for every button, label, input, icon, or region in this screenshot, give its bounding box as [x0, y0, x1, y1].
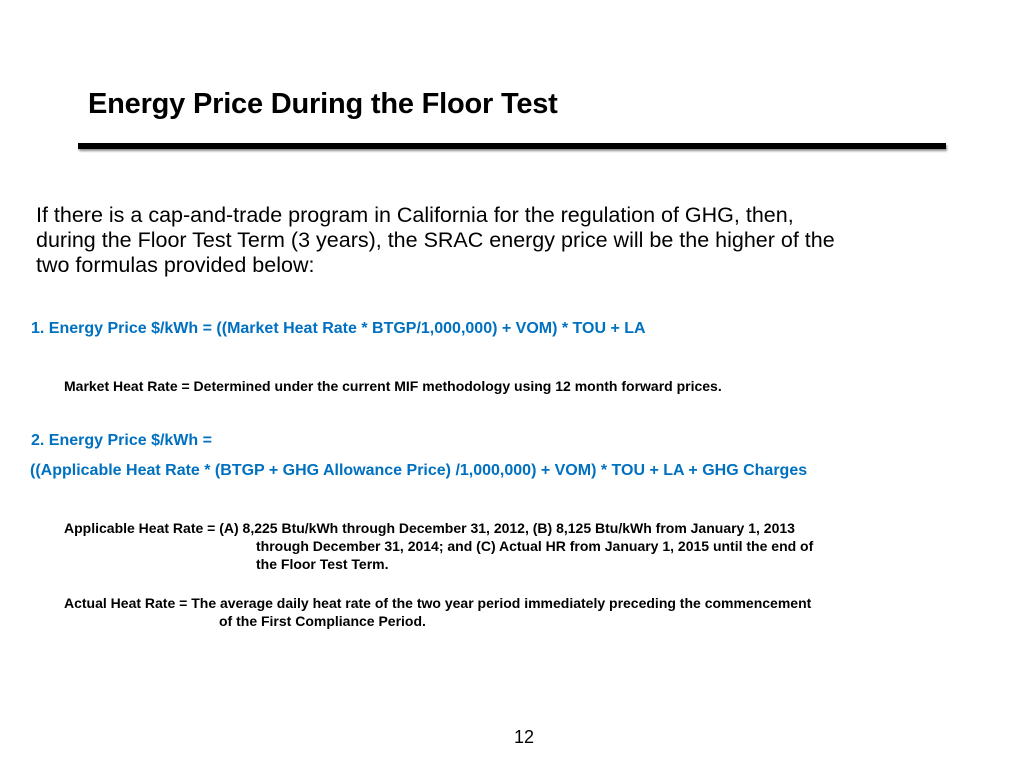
actual-heat-rate-line-2: of the First Compliance Period.	[219, 613, 426, 629]
actual-heat-rate-note	[64, 594, 811, 630]
page-number: 12	[514, 727, 535, 747]
formula-2-label: 2. Energy Price $/kWh =	[31, 432, 212, 449]
intro-line-1: If there is a cap-and-trade program in California for the regulation of GHG, then,	[36, 203, 794, 227]
slide-title: Energy Price During the Floor Test	[88, 88, 558, 120]
applicable-heat-rate-line-2: through December 31, 2014; and (C) Actual HR from January 1, 2015 until the end of	[256, 538, 814, 554]
intro-line-3: two formulas provided below:	[36, 253, 315, 277]
applicable-heat-rate-note	[64, 519, 813, 573]
applicable-heat-rate-line-1: Applicable Heat Rate = (A) 8,225 Btu/kWh through December 31, 2012, (B) 8,125 Btu/kWh from January 1, 2013	[64, 520, 795, 536]
applicable-heat-rate-line-3: the Floor Test Term.	[256, 556, 389, 572]
actual-heat-rate-line-1: Actual Heat Rate = The average daily heat rate of the two year period immediately preceding the commencement	[64, 595, 812, 611]
formula-1: 1. Energy Price $/kWh = ((Market Heat Rate * BTGP/1,000,000) + VOM) * TOU + LA	[31, 320, 646, 337]
title-underline	[78, 143, 946, 149]
formula-2-expression: ((Applicable Heat Rate * (BTGP + GHG Allowance Price) /1,000,000) + VOM) * TOU + LA + GHG Charges	[30, 462, 808, 479]
intro-paragraph	[36, 203, 1011, 278]
intro-line-2: during the Floor Test Term (3 years), the SRAC energy price will be the higher of the	[36, 228, 835, 252]
market-heat-rate-note: Market Heat Rate = Determined under the current MIF methodology using 12 month forward prices.	[64, 378, 722, 394]
